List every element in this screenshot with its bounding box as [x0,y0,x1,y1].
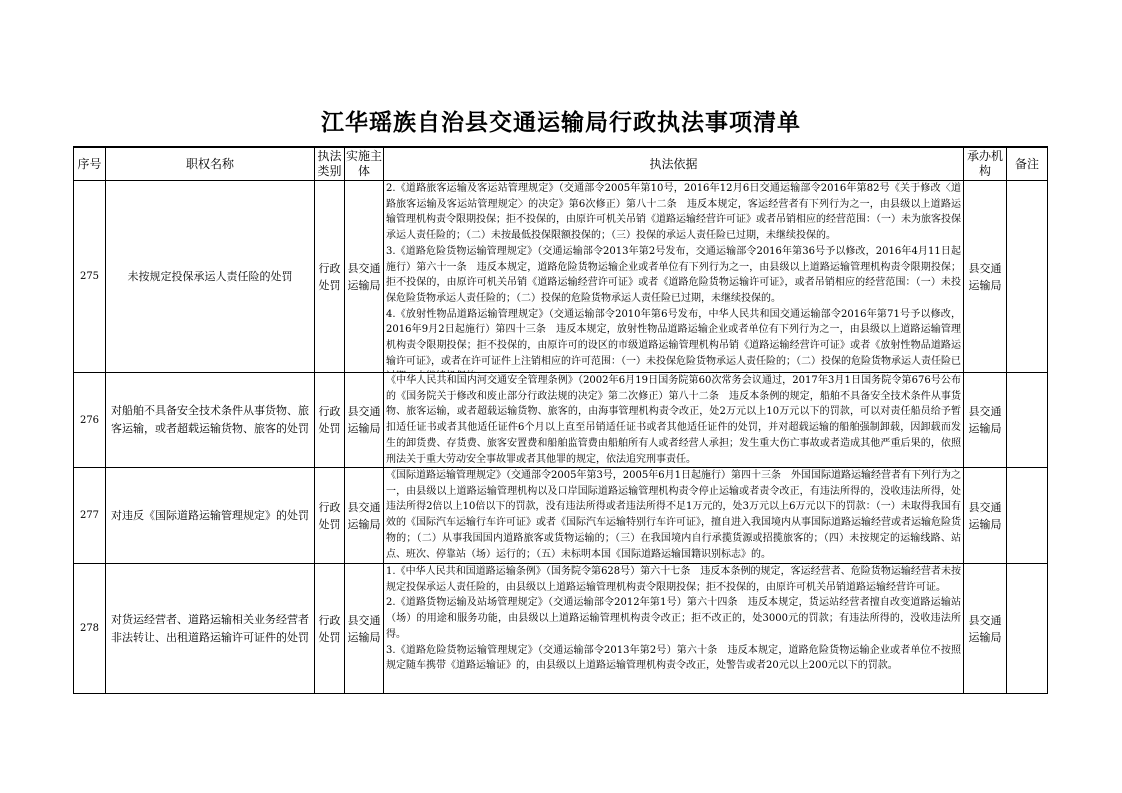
row-power-name: 对货运经营者、道路运输相关业务经营者非法转让、出租道路运输许可证件的处罚 [106,564,315,694]
basis-item: 3.《道路危险货物运输管理规定》（交通运输部令2013年第2号发布，交通运输部令2016年第36号予以修改，2016年4月11日起施行）第六十一条 违反本规定，道路危险货物运输企业或者单位有下列行为之一，由县级以上道路运输管理机构责令限期投保；拒不投保的，由原许可机关吊销《道路运输经营许可证》或者《道路危险货物运输许可证》，或者吊销相应的经营范围：（一）未投保危险货物承运人责任险的；（二）投保的危险货物承运人责任险已过期，未继续投保的。 [386,245,961,304]
row-subject: 县交通运输局 [345,468,384,564]
row-department: 县交通运输局 [964,564,1007,694]
row-note [1007,181,1048,373]
header-type: 执法类别 [315,147,345,181]
table-row [74,564,1048,694]
row-note [1007,564,1048,694]
row-department: 县交通运输局 [964,468,1007,564]
table-row [74,468,1048,564]
header-basis: 执法依据 [384,147,964,181]
row-seq: 277 [74,468,106,564]
row-category: 行政处罚 [315,468,345,564]
basis-item: 1.《中华人民共和国道路运输条例》（国务院令第628号）第六十七条 违反本条例的规定，客运经营者、危险货物运输经营者未按规定投保承运人责任险的，由县级以上道路运输管理机构责令限期投保；拒不投保的，由原许可机关吊销道路运输经营许可证。 [386,566,961,593]
row-subject: 县交通运输局 [345,373,384,468]
row-category: 行政处罚 [315,373,345,468]
basis-item: 《国际道路运输管理规定》（交通部令2005年第3号，2005年6月1日起施行）第四十三条 外国国际道路运输经营者有下列行为之一，由县级以上道路运输管理机构以及口岸国际道路运输管理机构责令停止运输或者责令改正，有违法所得的，没收违法所得，处违法所得2倍以上10倍以下的罚款，没有违法所得或者违法所得不足1万元的，处3万元以上6万元以下的罚款：（一）未取得我国有效的《国际汽车运输行车许可证》或者《国际汽车运输特别行车许可证》，擅自进入我国境内从事国际道路运输经营或者运输危险货物的；（二）从事我国国内道路旅客或货物运输的；（三）在我国境内自行承揽货源或招揽旅客的；（四）未按规定的运输线路、站点、班次、停靠站（场）运行的；（五）未标明本国《国际道路运输国籍识别标志》的。 [386,470,961,560]
table-row [74,181,1048,373]
row-seq: 275 [74,181,106,373]
page-title: 江华瑶族自治县交通运输局行政执法事项清单 [321,109,801,136]
row-note [1007,373,1048,468]
basis-item: 《中华人民共和国内河交通安全管理条例》（2002年6月19日国务院第60次常务会议通过，2017年3月1日国务院令第676号公布的《国务院关于修改和废止部分行政法规的决定》第二次修正）第八十二条 违反本条例的规定，船舶不具备安全技术条件从事货物、旅客运输，或者超载运输货物、旅客的，由海事管理机构责令改正，处2万元以上10万元以下的罚款，可以对责任船员给予暂扣适任证书或者其他适任证件6个月以上直至吊销适任证书或者其他适任证件的处罚，并对超载运输的船舶强制卸载，因卸载而发生的卸货费、存货费、旅客安置费和船舶监管费由船舶所有人或者经营人承担；发生重大伤亡事故或者造成其他严重后果的，依照刑法关于重大劳动安全事故罪或者其他罪的规定，依法追究刑事责任。 [386,375,961,465]
row-department: 县交通运输局 [964,373,1007,468]
row-seq: 276 [74,373,106,468]
basis-item: 3.《道路危险货物运输管理规定》（交通运输部令2013年第2号）第六十条 违反本规定，道路危险货物运输企业或者单位不按照规定随车携带《道路运输证》的，由县级以上道路运输管理机构责令改正，处警告或者20元以上200元以下的罚款。 [386,644,961,672]
row-basis [384,181,964,373]
row-power-name: 对船舶不具备安全技术条件从事货物、旅客运输，或者超载运输货物、旅客的处罚 [106,373,315,468]
header-row [74,147,1048,181]
header-note: 备注 [1007,147,1048,181]
basis-item: 2.《道路旅客运输及客运站管理规定》（交通部令2005年第10号，2016年12月6日交通运输部令2016年第82号《关于修改〈道路旅客运输及客运站管理规定〉的决定》第6次修正）第八十二条 违反本规定，客运经营者有下列行为之一，由县级以上道路运输管理机构责令限期投保；拒不投保的，由原许可机关吊销《道路运输经营许可证》或者吊销相应的经营范围：（一）未为旅客投保承运人责任险的；（二）未按最低投保限额投保的；（三）投保的承运人责任险已过期，未继续投保的。 [386,183,961,242]
row-power-name: 未按规定投保承运人责任险的处罚 [106,181,315,373]
row-category: 行政处罚 [315,181,345,373]
header-name: 职权名称 [106,147,315,181]
table-row [74,373,1048,468]
row-power-name: 对违反《国际道路运输管理规定》的处罚 [106,468,315,564]
row-subject: 县交通运输局 [345,181,384,373]
row-basis [384,373,964,468]
row-category: 行政处罚 [315,564,345,694]
row-basis [384,468,964,564]
row-basis [384,564,964,694]
row-seq: 278 [74,564,106,694]
header-dept: 承办机构 [964,147,1007,181]
header-seq: 序号 [74,147,106,181]
header-org: 实施主体 [345,147,384,181]
basis-item: 2.《道路货物运输及站场管理规定》（交通运输部令2012年第1号）第六十四条 违反本规定，货运站经营者擅自改变道路运输站（场）的用途和服务功能，由县级以上道路运输管理机构责令改正；拒不改正的，处3000元的罚款；有违法所得的，没收违法所得。 [386,597,961,640]
row-department: 县交通运输局 [964,181,1007,373]
enforcement-table [73,146,1048,694]
basis-item: 4.《放射性物品道路运输管理规定》（交通运输部令2010年第6号发布，中华人民共和国交通运输部令2016年第71号予以修改，2016年9月2日起施行）第四十三条 违反本规定，放射性物品道路运输企业或者单位有下列行为之一，由县级以上道路运输管理机构责令限期投保；拒不投保的，由原许可的设区的市级道路运输管理机构吊销《道路运输经营许可证》或者《放射性物品道路运输许可证》，或者在许可证件上注销相应的许可范围：（一）未投保危险货物承运人责任险的；（二）投保的危险货物承运人责任险已 [386,308,961,367]
row-note [1007,468,1048,564]
row-subject: 县交通运输局 [345,564,384,694]
